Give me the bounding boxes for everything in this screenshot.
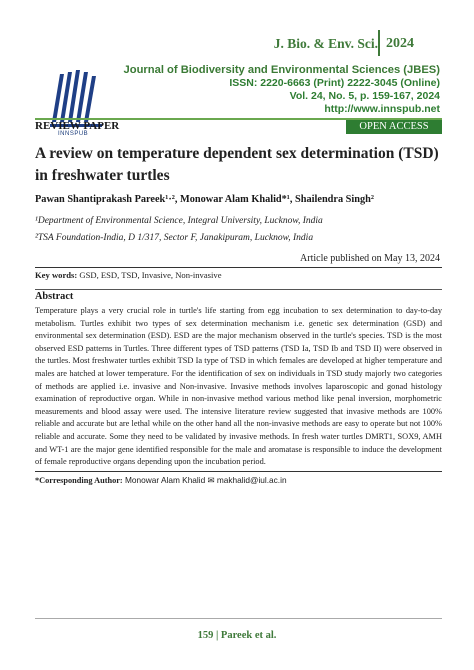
corresponding-email[interactable]: makhalid@iul.ac.in xyxy=(216,475,287,485)
abstract-heading: Abstract xyxy=(35,291,74,302)
logo-text: INNSPUB xyxy=(58,131,89,137)
journal-info xyxy=(124,64,440,116)
published-date: Article published on May 13, 2024 xyxy=(300,253,440,264)
keywords-rule xyxy=(35,267,442,268)
header-separator xyxy=(378,30,380,56)
affiliation-2: ²TSA Foundation-India, D 1/317, Sector F, Janakipuram, Lucknow, India xyxy=(35,233,314,243)
keywords-label: Key words: xyxy=(35,270,78,280)
article-type-label: REVIEW PAPER xyxy=(35,120,120,132)
footer-rule xyxy=(35,618,442,619)
abstract-text: Temperature plays a very crucial role in turtle's life starting from egg incubation to sex determination to day-to-day metabolism. Turtles exhibit two types of sex determination mechanism i.e. genetic sex determination (GSD) and environmental sex determination (ESD). ESD are the major mechanism observed in the turtle's species. TSD is the most observed ESD patterns in Turtles. Three different types of TSD patterns (TSD Ia, TSD Ib and TSD II) were observed in the turtles. Most freshwater turtles exhibit TSD Ia type of TSD in which females are developed at higher temperature and males are hatched at lower temperature. For the identification of sex on individuals in TSD study majorly two categories of methods are applied i.e. invasive and Non-invasive. Invasive methods involves laparoscopic and gonad histology examination of reproductive organ. While in non-invasive method various method like penal inversion, morphometric measurements and blood assay were used. The intensive literature review suggested that invasive methods are 100% reliable and accurate but are lethal while on the other hand all the non-invasive methods are easy to operate but not 100% reliable and accurate. Some they need to be validated by invasive methods. In fresh water turtles DMRT1, SOX9, AMH and WT-1 are the major gene identified responsible for the male and aromatase is responsible to induce the development of female reproductive organs depending upon the incubation period. xyxy=(35,306,442,467)
corresponding-rule xyxy=(35,471,442,472)
corresponding-label: *Corresponding Author: xyxy=(35,476,123,485)
corresponding-author xyxy=(35,475,287,485)
journal-url[interactable]: http://www.innspub.net xyxy=(324,103,440,115)
open-access-badge: OPEN ACCESS xyxy=(346,120,442,134)
page-footer: 159 | Pareek et al. xyxy=(197,630,277,641)
journal-volume: Vol. 24, No. 5, p. 159-167, 2024 xyxy=(289,90,440,102)
affiliation-1: ¹Department of Environmental Science, Integral University, Lucknow, India xyxy=(35,216,323,226)
journal-name: Journal of Biodiversity and Environmental Sciences (JBES) xyxy=(123,64,440,76)
authors: Pawan Shantiprakash Pareek¹·², Monowar Alam Khalid*¹, Shailendra Singh² xyxy=(35,194,374,205)
journal-abbrev: J. Bio. & Env. Sci. xyxy=(273,36,378,51)
header-year: 2024 xyxy=(386,36,414,51)
paper-title: A review on temperature dependent sex determination (TSD) in freshwater turtles xyxy=(35,145,439,184)
journal-issn: ISSN: 2220-6663 (Print) 2222-3045 (Online) xyxy=(229,77,440,89)
keywords xyxy=(35,270,222,280)
corresponding-name: Monowar Alam Khalid xyxy=(124,475,206,485)
email-icon: ✉ xyxy=(207,475,215,485)
keywords-value: GSD, ESD, TSD, Invasive, Non-invasive xyxy=(79,270,222,280)
